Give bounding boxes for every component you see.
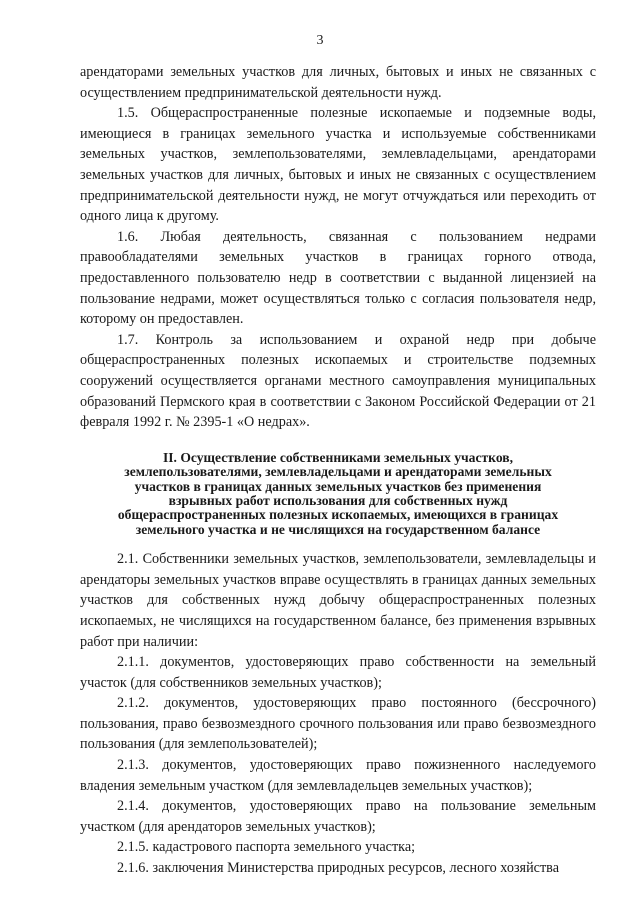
paragraph-2-1-1: 2.1.1. документов, удостоверяющих право собственности на земельный участок (для собственников земельных участков); [80, 654, 596, 691]
paragraph-2-1-4: 2.1.4. документов, удостоверяющих право на пользование земельным участком (для арендаторов земельных участков); [80, 798, 596, 835]
section-heading-line: II. Осуществление собственниками земельных участков, [162, 449, 514, 465]
section-heading-line: взрывных работ использования для собственных нужд [168, 492, 508, 508]
paragraph-2-1-3: 2.1.3. документов, удостоверяющих право пожизненного наследуемого владения земельным участком (для землевладельцев земельных участков); [80, 757, 596, 794]
section-heading-line: землепользователями, землевладельцами и арендаторами земельных [124, 464, 552, 480]
paragraph-1-6: 1.6. Любая деятельность, связанная с пользованием недрами правообладателями земельных участков в границах горного отвода, предоставленного пользователю недр в соответствии с выданной лицензией на пользование недрами, может осуществляться только с согласия пользователя недр, которому он предоставлен. [80, 228, 596, 328]
section-heading [80, 451, 596, 537]
section-heading-line: земельного участка и не числящихся на государственном балансе [135, 521, 541, 537]
paragraph-2-1-2: 2.1.2. документов, удостоверяющих право постоянного (бессрочного) пользования, право безвозмездного срочного пользования или право безвозмездного пользования (для землепользователей); [80, 695, 596, 753]
paragraph-1-7: 1.7. Контроль за использованием и охраной недр при добыче общераспространенных полезных ископаемых и строительстве подземных сооружений осуществляется органами местного самоуправления муниципальных образований Пермского края в соответствии с Законом Российской Федерации от 21 февраля 1992 г. № 2395-1 «О недрах». [80, 331, 596, 431]
page-number: 3 [316, 33, 324, 48]
paragraph-2-1-6: 2.1.6. заключения Министерства природных ресурсов, лесного хозяйства [117, 860, 559, 877]
paragraph-2-1: 2.1. Собственники земельных участков, землепользователи, землевладельцы и арендаторы земельных участков вправе осуществлять в границах данных земельных участков для собственных нужд добычу общераспространенных полезных ископаемых, не числящихся на государственном балансе, без применения взрывных работ при наличии: [80, 551, 596, 650]
section-heading-line: общераспространенных полезных ископаемых, имеющихся в границах [117, 507, 559, 523]
paragraph-continuation: арендаторами земельных участков для личных, бытовых и иных не связанных с осуществлением предпринимательской деятельности нужд. [80, 64, 596, 101]
paragraph-2-1-5: 2.1.5. кадастрового паспорта земельного участка; [117, 839, 416, 856]
paragraph-1-5: 1.5. Общераспространенные полезные ископаемые и подземные воды, имеющиеся в границах земельного участка и используемые собственниками земельных участков, землепользователями, землевладельцами, арендаторами земельных участков для личных, бытовых и иных не связанных с осуществлением предпринимательской деятельности нужд, не могут отчуждаться или переходить от одного лица к другому. [80, 105, 596, 225]
document-body [80, 62, 596, 879]
section-heading-line: участков в границах данных земельных участков без применения [134, 478, 542, 494]
